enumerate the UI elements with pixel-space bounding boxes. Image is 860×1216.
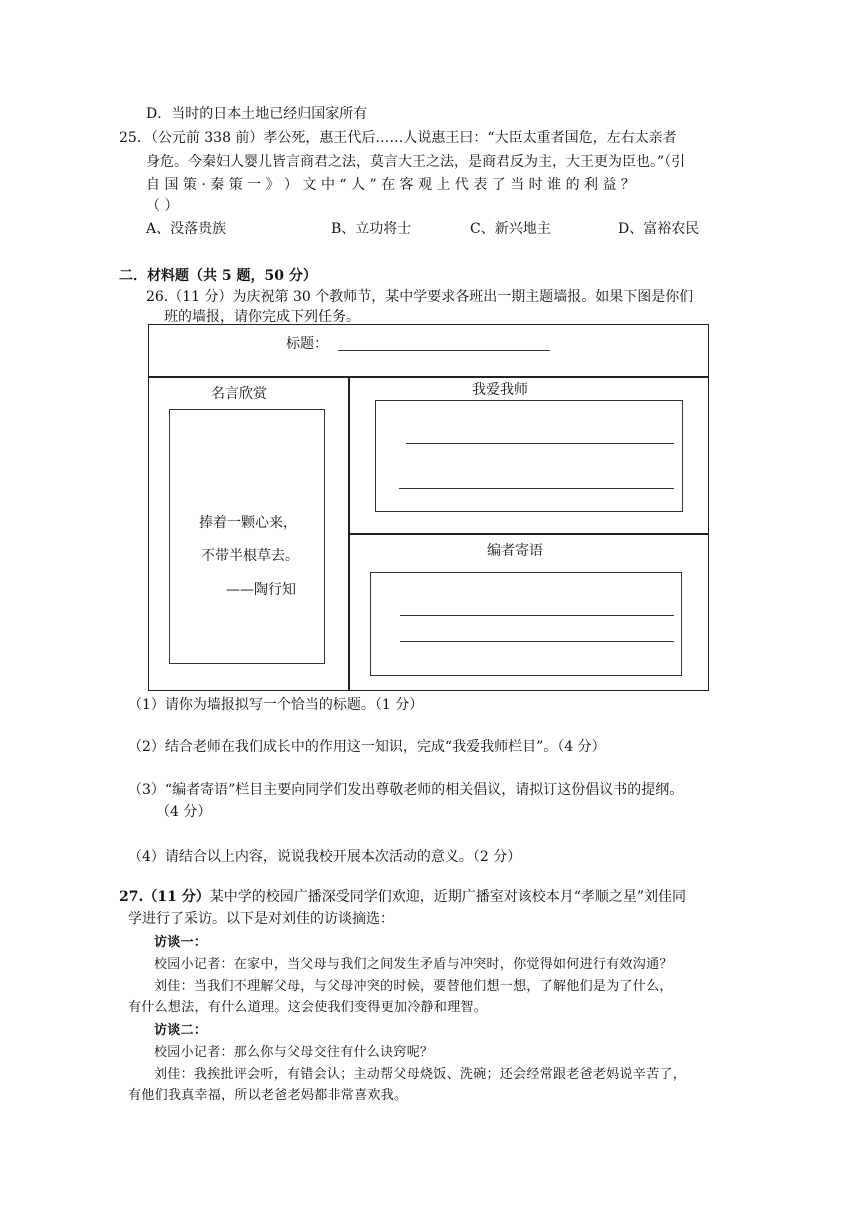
q25-option-c: C、新兴地主 xyxy=(470,221,551,237)
quote-heading: 名言欣赏 xyxy=(211,386,267,402)
q26-task-4: （4）请结合以上内容，说说我校开展本次活动的意义。（2 分） xyxy=(128,849,522,865)
section-heading: 二．材料题（共 5 题，50 分） xyxy=(119,268,317,284)
interview-2-answer-2: 有他们我真幸福，所以老爸老妈都非常喜欢我。 xyxy=(128,1088,408,1103)
poster-title-row xyxy=(148,324,709,378)
q27-line-1-text: 某中学的校园广播深受同学们欢迎，近期广播室对该校本月“孝顺之星”刘佳同 xyxy=(209,889,687,905)
q26-task-3-score: （4 分） xyxy=(156,804,212,820)
q26-line-2: 班的墙报，请你完成下列任务。 xyxy=(164,309,360,325)
interview-2-answer-1: 刘佳：我挨批评会听，有错会认；主动帮父母烧饭、洗碗；还会经常跟老爸老妈说辛苦了， xyxy=(154,1067,687,1082)
q24-option-d: D．当时的日本土地已经归国家所有 xyxy=(146,106,368,122)
interview-1-answer-1: 刘佳：当我们不理解父母，与父母冲突的时候，要替他们想一想，了解他们是为了什么， xyxy=(154,979,673,994)
q27-line-2: 学进行了采访。以下是对刘佳的访谈摘选： xyxy=(128,911,394,927)
q25-line-1: 25．（公元前 338 前）孝公死，惠王代后……人说惠王曰：“大臣太重者国危，左右太亲者 xyxy=(119,130,677,146)
interview-2-question: 校园小记者：那么你与父母交往有什么诀窍呢？ xyxy=(154,1045,434,1060)
quote-line-2: 不带半根草去。 xyxy=(201,548,299,564)
q27-line-1 xyxy=(119,889,686,906)
editor-line-1 xyxy=(400,615,674,616)
q25-line-3: 自 国 策 · 秦 策 一 》 ） 文 中 “ 人 ” 在 客 观 上 代 表 了 当 时 谁 的 利 益 ？ xyxy=(146,177,635,193)
love-teacher-heading: 我爱我师 xyxy=(472,382,528,398)
editor-card xyxy=(370,572,682,676)
q25-option-b: B、立功将士 xyxy=(331,221,412,237)
poster-title-blank xyxy=(338,350,550,351)
q26-line-1: 26.（11 分）为庆祝第 30 个教师节，某中学要求各班出一期主题墙报。如果下图是你们 xyxy=(146,289,694,305)
interview-1-answer-2: 有什么想法，有什么道理。这会使我们变得更加冷静和理智。 xyxy=(128,1000,488,1015)
interview-1-heading: 访谈一： xyxy=(154,935,208,950)
q25-answer-blank: （ ） xyxy=(146,198,179,214)
quote-line-1: 捧着一颗心来， xyxy=(199,515,297,531)
q26-task-1: （1）请你为墙报拟写一个恰当的标题。（1 分） xyxy=(128,697,424,713)
interview-2-heading: 访谈二： xyxy=(154,1023,208,1038)
editor-line-2 xyxy=(400,641,674,642)
interview-1-question: 校园小记者：在家中，当父母与我们之间发生矛盾与冲突时，你觉得如何进行有效沟通？ xyxy=(154,957,673,972)
q26-task-3: （3）“编者寄语”栏目主要向同学们发出尊敬老师的相关倡议，请拟订这份倡议书的提纲。 xyxy=(128,782,684,798)
love-teacher-line-1 xyxy=(406,443,674,444)
q27-number: 27.（11 分） xyxy=(119,889,210,905)
love-teacher-card xyxy=(375,400,683,512)
q25-option-d: D、富裕农民 xyxy=(618,221,700,237)
q26-task-2: （2）结合老师在我们成长中的作用这一知识，完成“我爱我师栏目”。（4 分） xyxy=(128,739,606,755)
poster-title-label: 标题： xyxy=(286,336,328,352)
editor-heading: 编者寄语 xyxy=(487,543,543,559)
quote-card xyxy=(169,409,325,664)
q25-line-2: 身危。今秦妇人婴儿皆言商君之法，莫言大王之法，是商君反为主，大王更为臣也。”（引 xyxy=(146,154,686,170)
quote-author: ——陶行知 xyxy=(226,582,296,598)
q25-option-a: A、没落贵族 xyxy=(146,221,227,237)
love-teacher-line-2 xyxy=(399,488,674,489)
